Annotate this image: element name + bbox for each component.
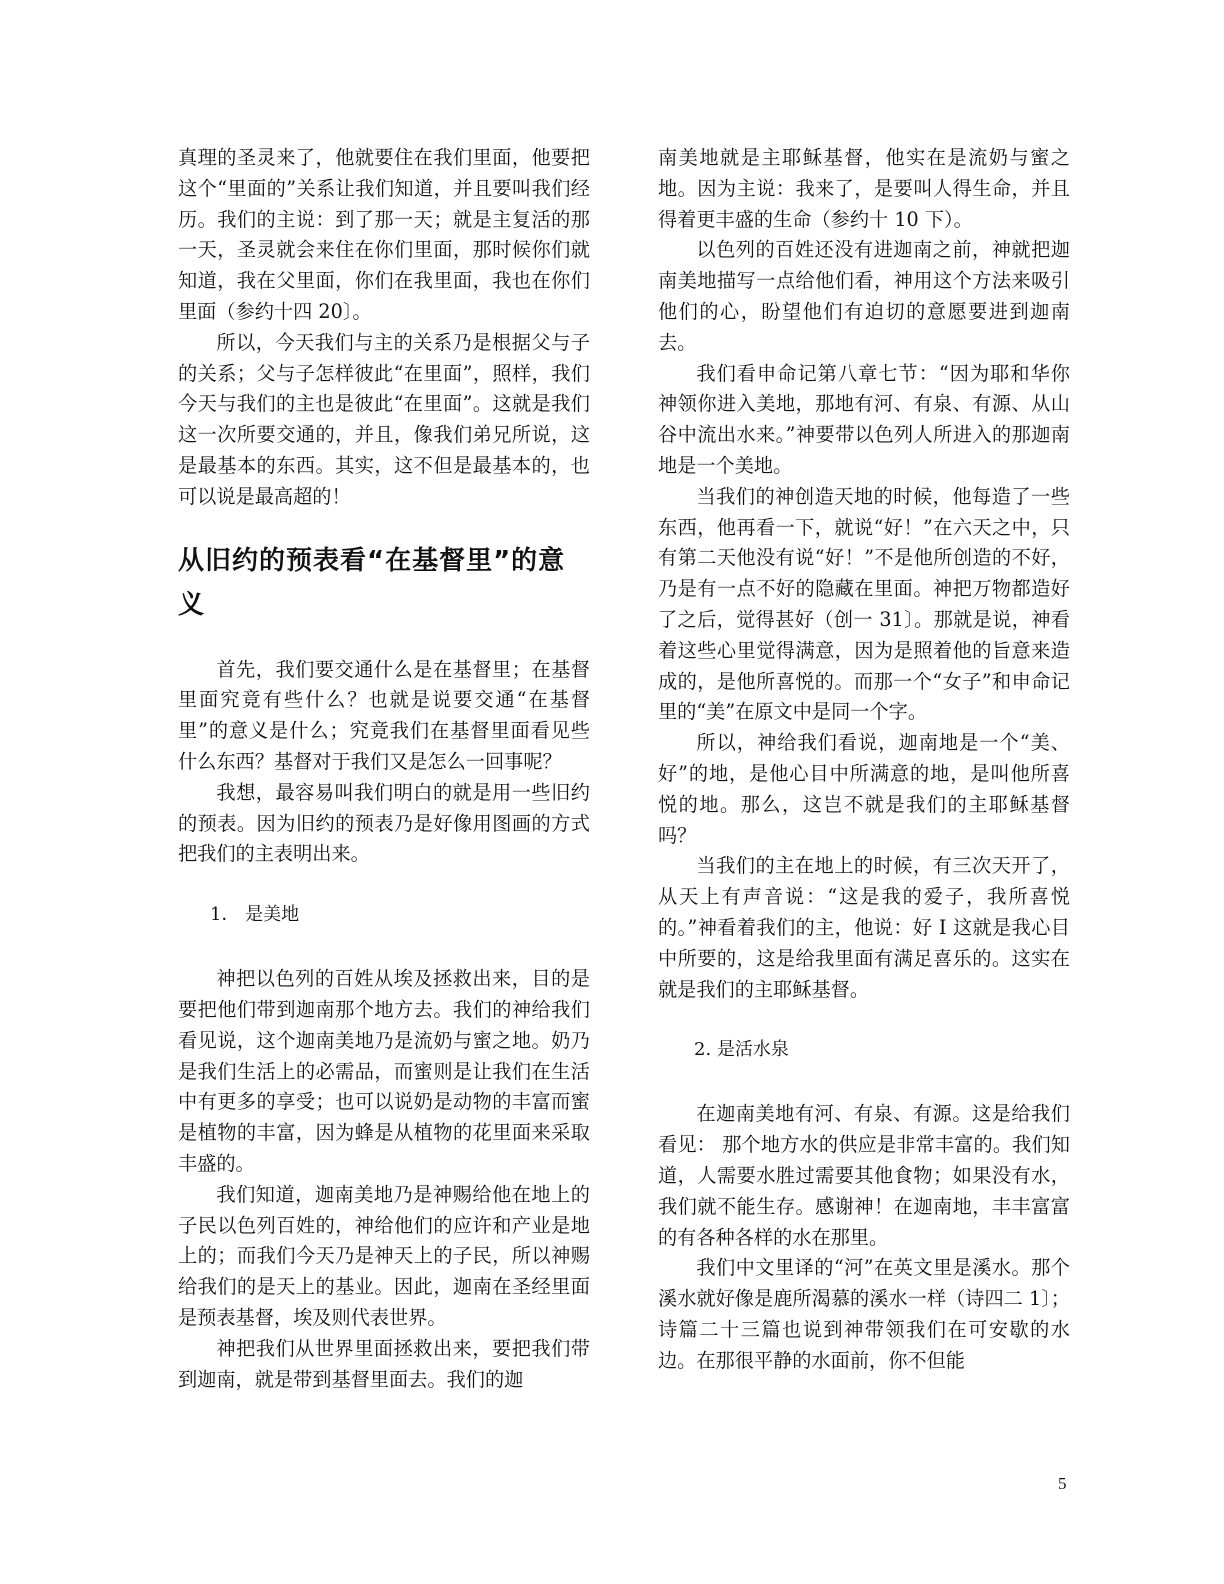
paragraph: 所以，神给我们看说，迦南地是一个“美、好”的地，是他心目中所满意的地，是叫他所喜悦的地。那么，这岂不就是我们的主耶稣基督吗？ xyxy=(658,731,1070,847)
section-heading: 从旧约的预表看“在基督里”的意义 xyxy=(178,545,566,620)
paragraph: 以色列的百姓还没有进迦南之前，神就把迦南美地描写一点给他们看，神用这个方法来吸引他们的心，盼望他们有迫切的意愿要进到迦南去。 xyxy=(658,238,1070,354)
page-number: 5 xyxy=(1058,1474,1067,1493)
right-column xyxy=(658,143,1070,1376)
paragraph: 当我们的主在地上的时候，有三次天开了，从天上有声音说：“这是我的爱子，我所喜悦的。”神看着我们的主，他说：好 I 这就是我心目中所要的，这是给我里面有满足喜乐的。这实在就是我们的主耶稣基督。 xyxy=(658,854,1070,1001)
paragraph: 我想，最容易叫我们明白的就是用一些旧约的预表。因为旧约的预表乃是好像用图画的方式把我们的主表明出来。 xyxy=(178,780,590,866)
paragraph: 首先，我们要交通什么是在基督里；在基督里面究竟有些什么？也就是说要交通“在基督里”的意义是什么；究竟我们在基督里面看见些什么东西？基督对于我们又是怎么一回事呢？ xyxy=(178,657,590,773)
paragraph: 所以，今天我们与主的关系乃是根据父与子的关系；父与子怎样彼此“在里面”，照样，我们今天与我们的主也是彼此“在里面”。这就是我们这一次所要交通的，并且，像我们弟兄所说，这是最基本的东西。其实，这不但是最基本的，也可以说是最高超的！ xyxy=(178,330,590,508)
paragraph: 当我们的神创造天地的时候，他每造了一些东西，他再看一下，就说“好！”在六天之中，只有第二天他没有说“好！”不是他所创造的不好，乃是有一点不好的隐藏在里面。神把万物都造好了之后，觉得甚好（创一 31〕。那就是说，神看着这些心里觉得满意，因为是照着他的旨意来造成的，是他所喜悦的。而那一个“女子”和申命记里的“美”在原文中是同一个字。 xyxy=(658,484,1070,724)
subheading: 1． 是美地 xyxy=(210,904,300,926)
paragraph: 神把以色列的百姓从埃及拯救出来，目的是要把他们带到迦南那个地方去。我们的神给我们看见说，这个迦南美地乃是流奶与蜜之地。奶乃是我们生活上的必需品，而蜜则是让我们在生活中有更多的享受；也可以说奶是动物的丰富而蜜是植物的丰富，因为蜂是从植物的花里面来采取丰盛的。 xyxy=(178,967,590,1175)
paragraph: 神把我们从世界里面拯救出来，要把我们带到迦南，就是带到基督里面去。我们的迦 xyxy=(178,1336,590,1391)
paragraph: 南美地就是主耶稣基督，他实在是流奶与蜜之地。因为主说：我来了，是要叫人得生命，并且得着更丰盛的生命（参约十 10 下）。 xyxy=(658,146,1070,231)
paragraph: 我们知道，迦南美地乃是神赐给他在地上的子民以色列百姓的，神给他们的应许和产业是地上的；而我们今天乃是神天上的子民，所以神赐给我们的是天上的基业。因此，迦南在圣经里面是预表基督，埃及则代表世界。 xyxy=(178,1182,590,1329)
subheading: 2. 是活水泉 xyxy=(694,1039,789,1061)
left-column xyxy=(178,143,590,1395)
paragraph: 真理的圣灵来了，他就要住在我们里面，他要把这个“里面的”关系让我们知道，并且要叫我们经历。我们的主说：到了那一天；就是主复活的那一天，圣灵就会来住在你们里面，那时候你们就知道，我在父里面，你们在我里面，我也在你们里面（参约十四 20〕。 xyxy=(178,146,590,323)
paragraph: 我们看申命记第八章七节：“因为耶和华你神领你进入美地，那地有河、有泉、有源、从山谷中流出水来。”神要带以色列人所进入的那迦南地是一个美地。 xyxy=(658,361,1070,477)
paragraph: 在迦南美地有河、有泉、有源。这是给我们看见： 那个地方水的供应是非常丰富的。我们知道，人需要水胜过需要其他食物；如果没有水，我们就不能生存。感谢神！在迦南地，丰丰富富的有各种各样的水在那里。 xyxy=(658,1102,1070,1249)
paragraph: 我们中文里译的“河”在英文里是溪水。那个溪水就好像是鹿所渴慕的溪水一样（诗四二 1〕；诗篇二十三篇也说到神带领我们在可安歇的水边。在那很平静的水面前，你不但能 xyxy=(658,1256,1070,1372)
